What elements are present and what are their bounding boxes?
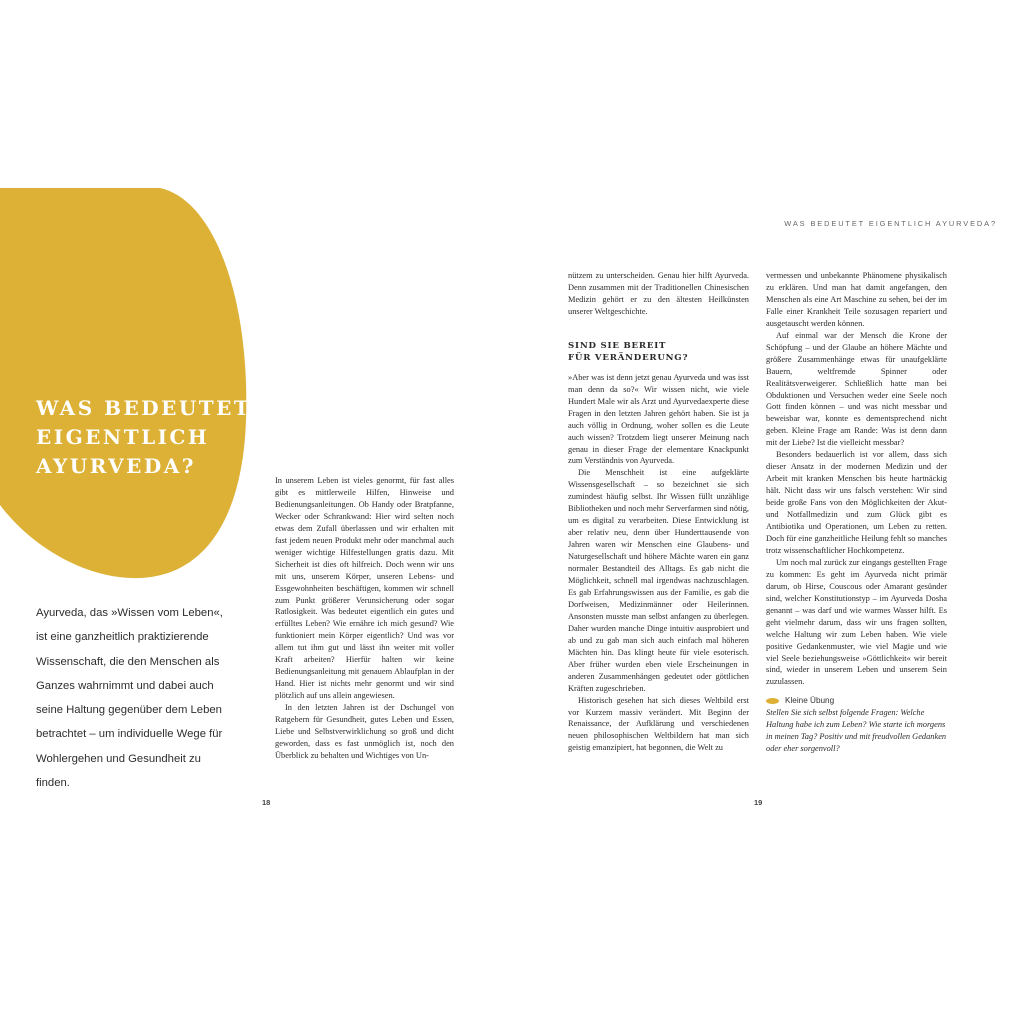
chapter-title-line: AYURVEDA? — [36, 454, 196, 478]
body-paragraph: »Aber was ist denn jetzt genau Ayurveda und was isst man denn da so?« Wir wissen nicht, wie viele Hundert Male wir als Arzt und Ayurvedaexperte diese Fragen in den letzten Jahren gehört haben. Sie ist ja auch völlig in Ordnung, woher sollen es die Leute auch wissen? Trotzdem liegt unserer Meinung nach genau in dieser Frage der elementare Knackpunkt zum Verständnis von Ayurveda. — [568, 372, 749, 466]
exercise-box — [766, 695, 947, 755]
right-page-column-2 — [766, 270, 947, 755]
body-paragraph: vermessen und unbekannte Phänomene physikalisch zu erklären. Und man hat damit angefangen, den Menschen als eine Art Maschine zu sehen, bei der im Falle einer Krankheit Teile sozusagen repariert und ausgetauscht werden können. — [766, 271, 947, 328]
left-page-column — [275, 475, 454, 762]
body-paragraph: Besonders bedauerlich ist vor allem, dass sich dieser Ansatz in der modernen Medizin und der Arbeit mit kranken Menschen bis heute hartnäckig hält. Nicht dass wir uns falsch verstehen: Wir sind beide große Fans von den Möglichkeiten der Akut- und Notfallmedizin und zum Glück gibt es Antibiotika und Operationen, um Leben zu retten. Doch für eine ganzheitliche Heilung fehlt so manches trotz wissenschaftlicher Hochkompetenz. — [766, 450, 947, 555]
section-subheading: SIND SIE BEREIT FÜR VERÄNDERUNG? — [568, 340, 689, 363]
chapter-title — [36, 394, 256, 481]
body-paragraph: Die Menschheit ist eine aufgeklärte Wissensgesellschaft – so bezeichnet sie sich zumindest häufig selbst. Ihr Wissen füllt unzählige Bibliotheken und noch mehr Serverfarmen sind nötig, um es digital zu verarbeiten. Diese Entwicklung ist aber relativ neu, denn über Hunderttausende von Jahren waren wir Menschen eine Glaubens- und Naturgesellschaft und höhere Mächte waren ein ganz normaler Bestandteil des Alltags. Es gab nicht die Möglichkeit, schnell mal irgendwas nachzuschlagen. Es gab Erfahrungswissen aus der Familie, es gab die Dorfweisen, Medizinmänner oder Heilerinnen. Ansonsten musste man selbst anfangen zu überlegen. Daher wurden manche Dinge intuitiv ausprobiert und ab und zu gab man sich auch einfach mal höheren Mächten hin. Das klingt heute für viele esoterisch. Aber früher wurden eben viele Erscheinungen in anderen Zusammenhängen gedeutet oder göttlichen Kräften zugeschrieben. — [568, 468, 749, 693]
exercise-text: Stellen Sie sich selbst folgende Fragen: Welche Haltung habe ich zum Leben? Wie starte ich morgens in meinen Tag? Positiv und mit freudvollen Gedanken oder eher sorgenvoll? — [766, 708, 947, 754]
running-header: WAS BEDEUTET EIGENTLICH AYURVEDA? — [784, 219, 997, 228]
body-paragraph: Historisch gesehen hat sich dieses Weltbild erst vor Kurzem massiv verändert. Mit Beginn der Renaissance, der Aufklärung und verschiedenen neuen philosophischen Weltbildern hat man sich geistig emanzipiert, hat begonnen, die Welt zu — [568, 695, 749, 753]
intro-paragraph: Ayurveda, das »Wissen vom Leben«, ist eine ganzheitlich praktizierende Wissenschaft, die den Menschen als Ganzes wahrnimmt und dabei auch seine Haltung gegenüber dem Leben betrachtet – um individuelle Wege für Wohlergehen und Gesundheit zu finden. — [36, 607, 223, 790]
chapter-title-line: EIGENTLICH — [36, 425, 210, 449]
exercise-label: Kleine Übung — [785, 696, 835, 706]
right-page-column-1 — [568, 270, 749, 754]
body-paragraph: In den letzten Jahren ist der Dschungel von Ratgebern für Gesundheit, gutes Leben und Essen, Liebe und Selbstverwirklichung so groß und dicht geworden, dass es fast unmöglich ist, noch den Überblick zu behalten und Wichtiges von Un- — [275, 703, 454, 760]
page-number-right: 19 — [754, 798, 763, 807]
chapter-title-line: WAS BEDEUTET — [36, 396, 252, 420]
body-paragraph: Auf einmal war der Mensch die Krone der Schöpfung – und der Glaube an höhere Mächte und größere Zusammenhänge etwas für unaufgeklärte Bauern, weltfremde Spinner oder Realitätsverweigerer. Schließlich hatte man bei Obduktionen und Versuchen weder eine Seele noch Gott finden können – und was nicht messbar und beweisbar war, konnte es dementsprechend nicht geben. Kleine Frage am Rande: Was ist denn dann mit der Liebe? Ist die vielleicht messbar? — [766, 330, 947, 448]
exercise-header — [766, 695, 947, 707]
body-paragraph: nützem zu unterscheiden. Genau hier hilft Ayurveda. Denn zusammen mit der Traditionellen Chinesischen Medizin gehört er zu den ältesten Heilkünsten unserer Weltgeschichte. — [568, 271, 749, 316]
body-paragraph: In unserem Leben ist vieles genormt, für fast alles gibt es mittlerweile Hilfen, Hinweise und Bedienungsanleitungen. Ob Handy oder Bratpfanne, Wecker oder Schrankwand: Hier wird selten noch etwas dem Zufall überlassen und wir erhalten mit fast jedem neuen Produkt mehr oder manchmal auch weniger wichtige Hilfestellungen gratis dazu. Mit Sicherheit ist dies oft hilfreich. Doch wenn wir uns mit uns, unserem Körper, unseren Lebens- und Essgewohnheiten beschäftigen, kommen wir schnell zum Punkt größerer Verunsicherung oder sogar Ratlosigkeit. Was bedeutet eigentlich ein gutes und erfülltes Leben? Wie ernähre ich mich gesund? Wie funktioniert mein Körper eigentlich? Und was vor allem tut ihm gut und lässt ihn weiter mit voller Kraft arbeiten? Hierfür halten wir keine Bedienungsanleitung mit genauem Ablaufplan in der Hand. Hier ist nichts mehr genormt und wir sind plötzlich auf uns allein angewiesen. — [275, 476, 454, 701]
yellow-blob-shape — [0, 0, 260, 590]
yellow-oval-icon — [766, 698, 779, 704]
body-paragraph: Um noch mal zurück zur eingangs gestellten Frage zu kommen: Es geht im Ayurveda nicht primär darum, ob Hirse, Couscous oder Amarant gesünder sind, welcher Konstitutionstyp – im Ayurveda Dosha genannt – was darf und wie warmes Wasser hilft. Es geht vielmehr darum, dass wir uns fragen sollten, welche Haltung wir zum Leben haben. Wie viele positive Gedankenmuster, wie viel Magie und wie viel Seele beziehungsweise »Göttlichkeit« wir bereit sind, wieder in unserem Leben und unserem Sein zuzulassen. — [766, 557, 947, 687]
page-number-left: 18 — [262, 798, 271, 807]
